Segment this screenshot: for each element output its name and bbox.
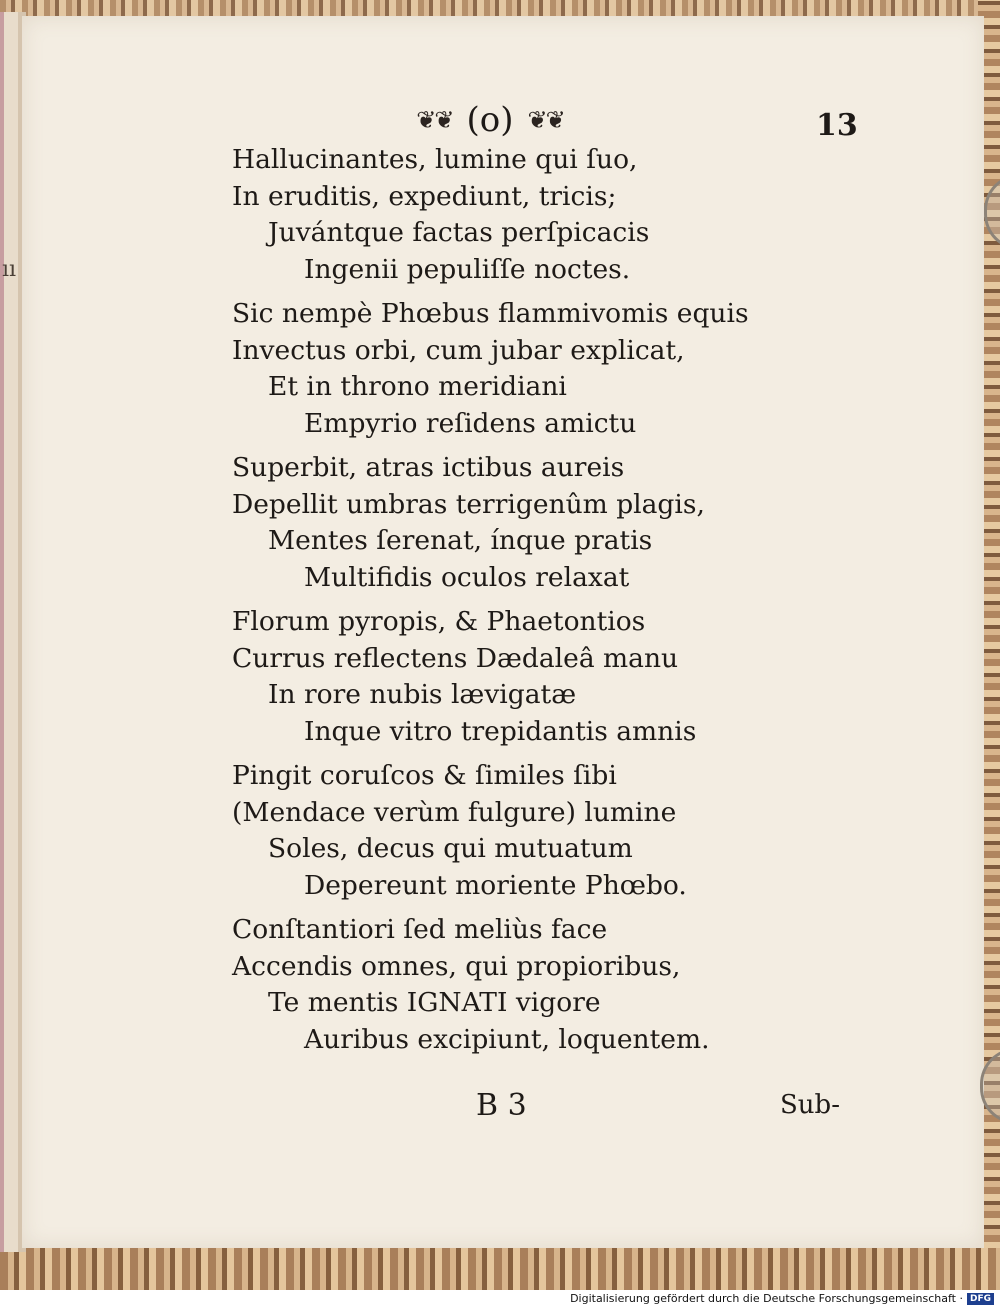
dfg-logo: DFG: [967, 1293, 994, 1305]
verse-line: Mentes ſerenat, ínque pratis: [268, 525, 653, 556]
verse-line: Hallucinantes, lumine qui ſuo,: [232, 144, 638, 175]
stanza: [232, 450, 832, 596]
ornament-left-icon: ❦❦: [416, 106, 453, 134]
poem-text: [232, 142, 832, 1066]
verse-line: Juvántque factas perſpicacis: [268, 217, 650, 248]
page-clip-bottom: [980, 1048, 1000, 1124]
binding-bottom-edge: [0, 1248, 1000, 1290]
verse-line: Florum pyropis, & Phaetontios: [232, 606, 646, 637]
verse-line: Superbit, atras ictibus aureis: [232, 452, 625, 483]
verse-line: Depereunt moriente Phœbo.: [304, 869, 687, 901]
page-number: 13: [816, 108, 858, 143]
credit-line: [564, 1290, 994, 1307]
stanza: [232, 758, 832, 904]
verse-line: Accendis omnes, qui propioribus,: [232, 950, 681, 982]
verse-line: (Mendace verùm fulgure) lumine: [232, 796, 677, 828]
verse-line: Ingenii pepuliſſe noctes.: [304, 253, 631, 285]
header-mark: (o): [466, 100, 514, 140]
verse-line: Sic nempè Phœbus flammivomis equis: [232, 298, 749, 329]
ornament-right-icon: ❦❦: [527, 106, 564, 134]
catchword: Sub-: [780, 1090, 840, 1120]
verse-line: Soles, decus qui mutuatum: [268, 833, 633, 864]
verse-line: Conſtantiori ſed meliùs face: [232, 914, 608, 945]
stanza: [232, 912, 832, 1058]
previous-page-glyph: ıı: [2, 257, 17, 282]
verse-line: In rore nubis lævigatæ: [268, 679, 577, 710]
verse-line: Multifidis oculos relaxat: [304, 561, 630, 593]
signature-mark: B 3: [476, 1088, 527, 1123]
verse-line: In eruditis, expediunt, tricis;: [232, 180, 617, 212]
stanza: [232, 296, 832, 442]
verse-line: Et in throno meridiani: [268, 371, 567, 402]
verse-line: Pingit coruſcos & ſimiles ſibi: [232, 760, 617, 791]
verse-line: Auribus excipiunt, loquentem.: [304, 1023, 710, 1055]
verse-line: Empyrio reſidens amictu: [304, 407, 637, 439]
verse-line: Inque vitro trepidantis amnis: [304, 715, 697, 747]
page-header: [340, 98, 640, 142]
stanza: [232, 604, 832, 750]
credit-text: Digitalisierung gefördert durch die Deutsche Forschungsgemeinschaft ·: [570, 1292, 963, 1305]
verse-line: Te mentis IGNATI vigore: [268, 987, 601, 1018]
verse-line: Currus reflectens Dædaleâ manu: [232, 642, 679, 674]
stanza: [232, 142, 832, 288]
verse-line: Invectus orbi, cum jubar explicat,: [232, 334, 685, 366]
verse-line: Depellit umbras terrigenûm plagis,: [232, 488, 705, 520]
